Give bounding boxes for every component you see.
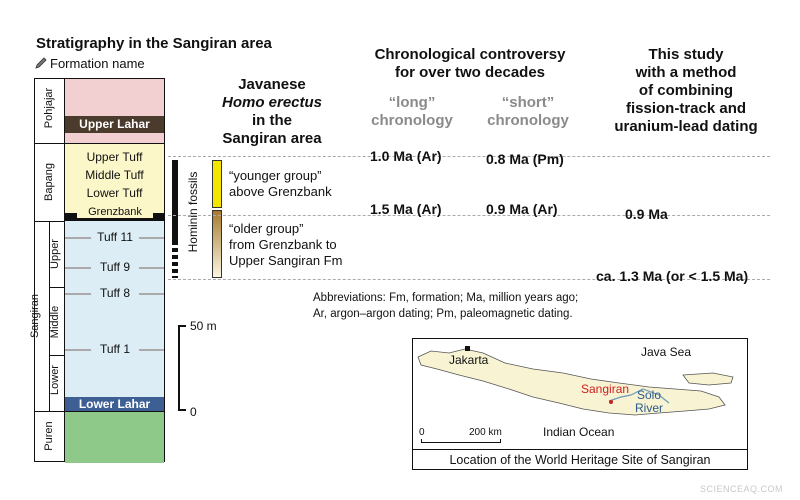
short-younger-value: 0.8 Ma (Pm) [486, 151, 564, 167]
short-chronology-label: “short” chronology [487, 94, 569, 129]
scale-bottom-label: 0 [190, 405, 197, 419]
upper-lahar-layer: Upper Lahar [65, 116, 164, 133]
sangiran-layer [65, 221, 164, 397]
hominin-fossil-bar [172, 160, 178, 245]
jakarta-marker [465, 346, 470, 351]
this-study-heading: This study with a method of combining fission-track and uranium-lead dating [614, 46, 758, 135]
grenzbank-boundary-line [168, 215, 770, 216]
subunit-middle: Middle [49, 305, 61, 339]
short-older-value: 0.9 Ma (Ar) [486, 201, 558, 217]
pencil-icon [34, 56, 48, 70]
scale-top-label: 50 m [190, 319, 217, 333]
map-scale-bar [421, 439, 501, 443]
scale-bar [178, 325, 186, 411]
indian-ocean-label: Indian Ocean [543, 425, 615, 439]
map-caption: Location of the World Heritage Site of Sangiran [413, 449, 747, 469]
abbreviations: Abbreviations: Fm, formation; Ma, million years ago; Ar, argon–argon dating; Pm, paleomagnetic dating. [313, 292, 579, 320]
stratigraphic-column [65, 78, 165, 462]
formation-name-label: Formation name [50, 56, 145, 71]
tuff11-label: Tuff 11 [91, 230, 139, 244]
jakarta-label: Jakarta [449, 353, 489, 367]
puren-layer [65, 411, 164, 463]
tuff9-label: Tuff 9 [91, 260, 139, 274]
formation-bapang: Bapang [43, 163, 55, 201]
middle-tuff-label: Middle Tuff [65, 168, 164, 182]
formation-puren: Puren [43, 421, 55, 451]
formation-pohjajar: Pohjajar [43, 87, 55, 129]
long-younger-value: 1.0 Ma (Ar) [370, 148, 442, 164]
subunit-upper: Upper [49, 239, 61, 269]
sangiran-marker [609, 400, 613, 404]
pohjajar-bottom [65, 133, 164, 143]
solo-river-label: Solo River [635, 388, 664, 415]
hominin-fossils-label: Hominin fossils [186, 171, 200, 253]
grenzbank-label: Grenzbank [77, 206, 153, 218]
long-chronology-label: “long” chronology [371, 94, 453, 129]
subunit-lower: Lower [49, 365, 61, 395]
watermark: SCIENCEAQ.COM [700, 484, 784, 494]
formation-column [29, 78, 65, 462]
long-older-value: 1.5 Ma (Ar) [370, 201, 442, 217]
lower-tuff-label: Lower Tuff [65, 186, 164, 200]
older-group-bar [212, 210, 222, 278]
erectus-heading: Javanese Homo erectus in the Sangiran area [221, 76, 323, 147]
tuff1-label: Tuff 1 [91, 342, 139, 356]
map-scale-200: 200 km [469, 427, 502, 438]
stratigraphy-title: Stratigraphy in the Sangiran area [36, 35, 272, 52]
study-lower-value: ca. 1.3 Ma (or < 1.5 Ma) [596, 268, 749, 284]
study-grenzbank-value: 0.9 Ma [625, 206, 668, 222]
java-sea-label: Java Sea [641, 345, 692, 359]
formation-sangiran: Sangiran [29, 293, 41, 339]
lower-lahar-layer: Lower Lahar [65, 397, 164, 411]
pohjajar-layer [65, 79, 164, 116]
older-group-label: “older group” from Grenzbank to Upper Sangiran Fm [229, 221, 343, 268]
tuff8-label: Tuff 8 [91, 286, 139, 300]
controversy-heading: Chronological controversy for over two decades [374, 46, 566, 81]
sangiran-map-label: Sangiran [581, 382, 630, 396]
younger-boundary-line [168, 156, 770, 157]
younger-group-bar [212, 160, 222, 208]
hominin-fossil-dashes [172, 248, 178, 278]
upper-tuff-label: Upper Tuff [65, 150, 164, 164]
location-map [412, 338, 748, 470]
map-scale-zero: 0 [419, 427, 425, 438]
younger-group-label: “younger group” above Grenzbank [229, 168, 332, 199]
